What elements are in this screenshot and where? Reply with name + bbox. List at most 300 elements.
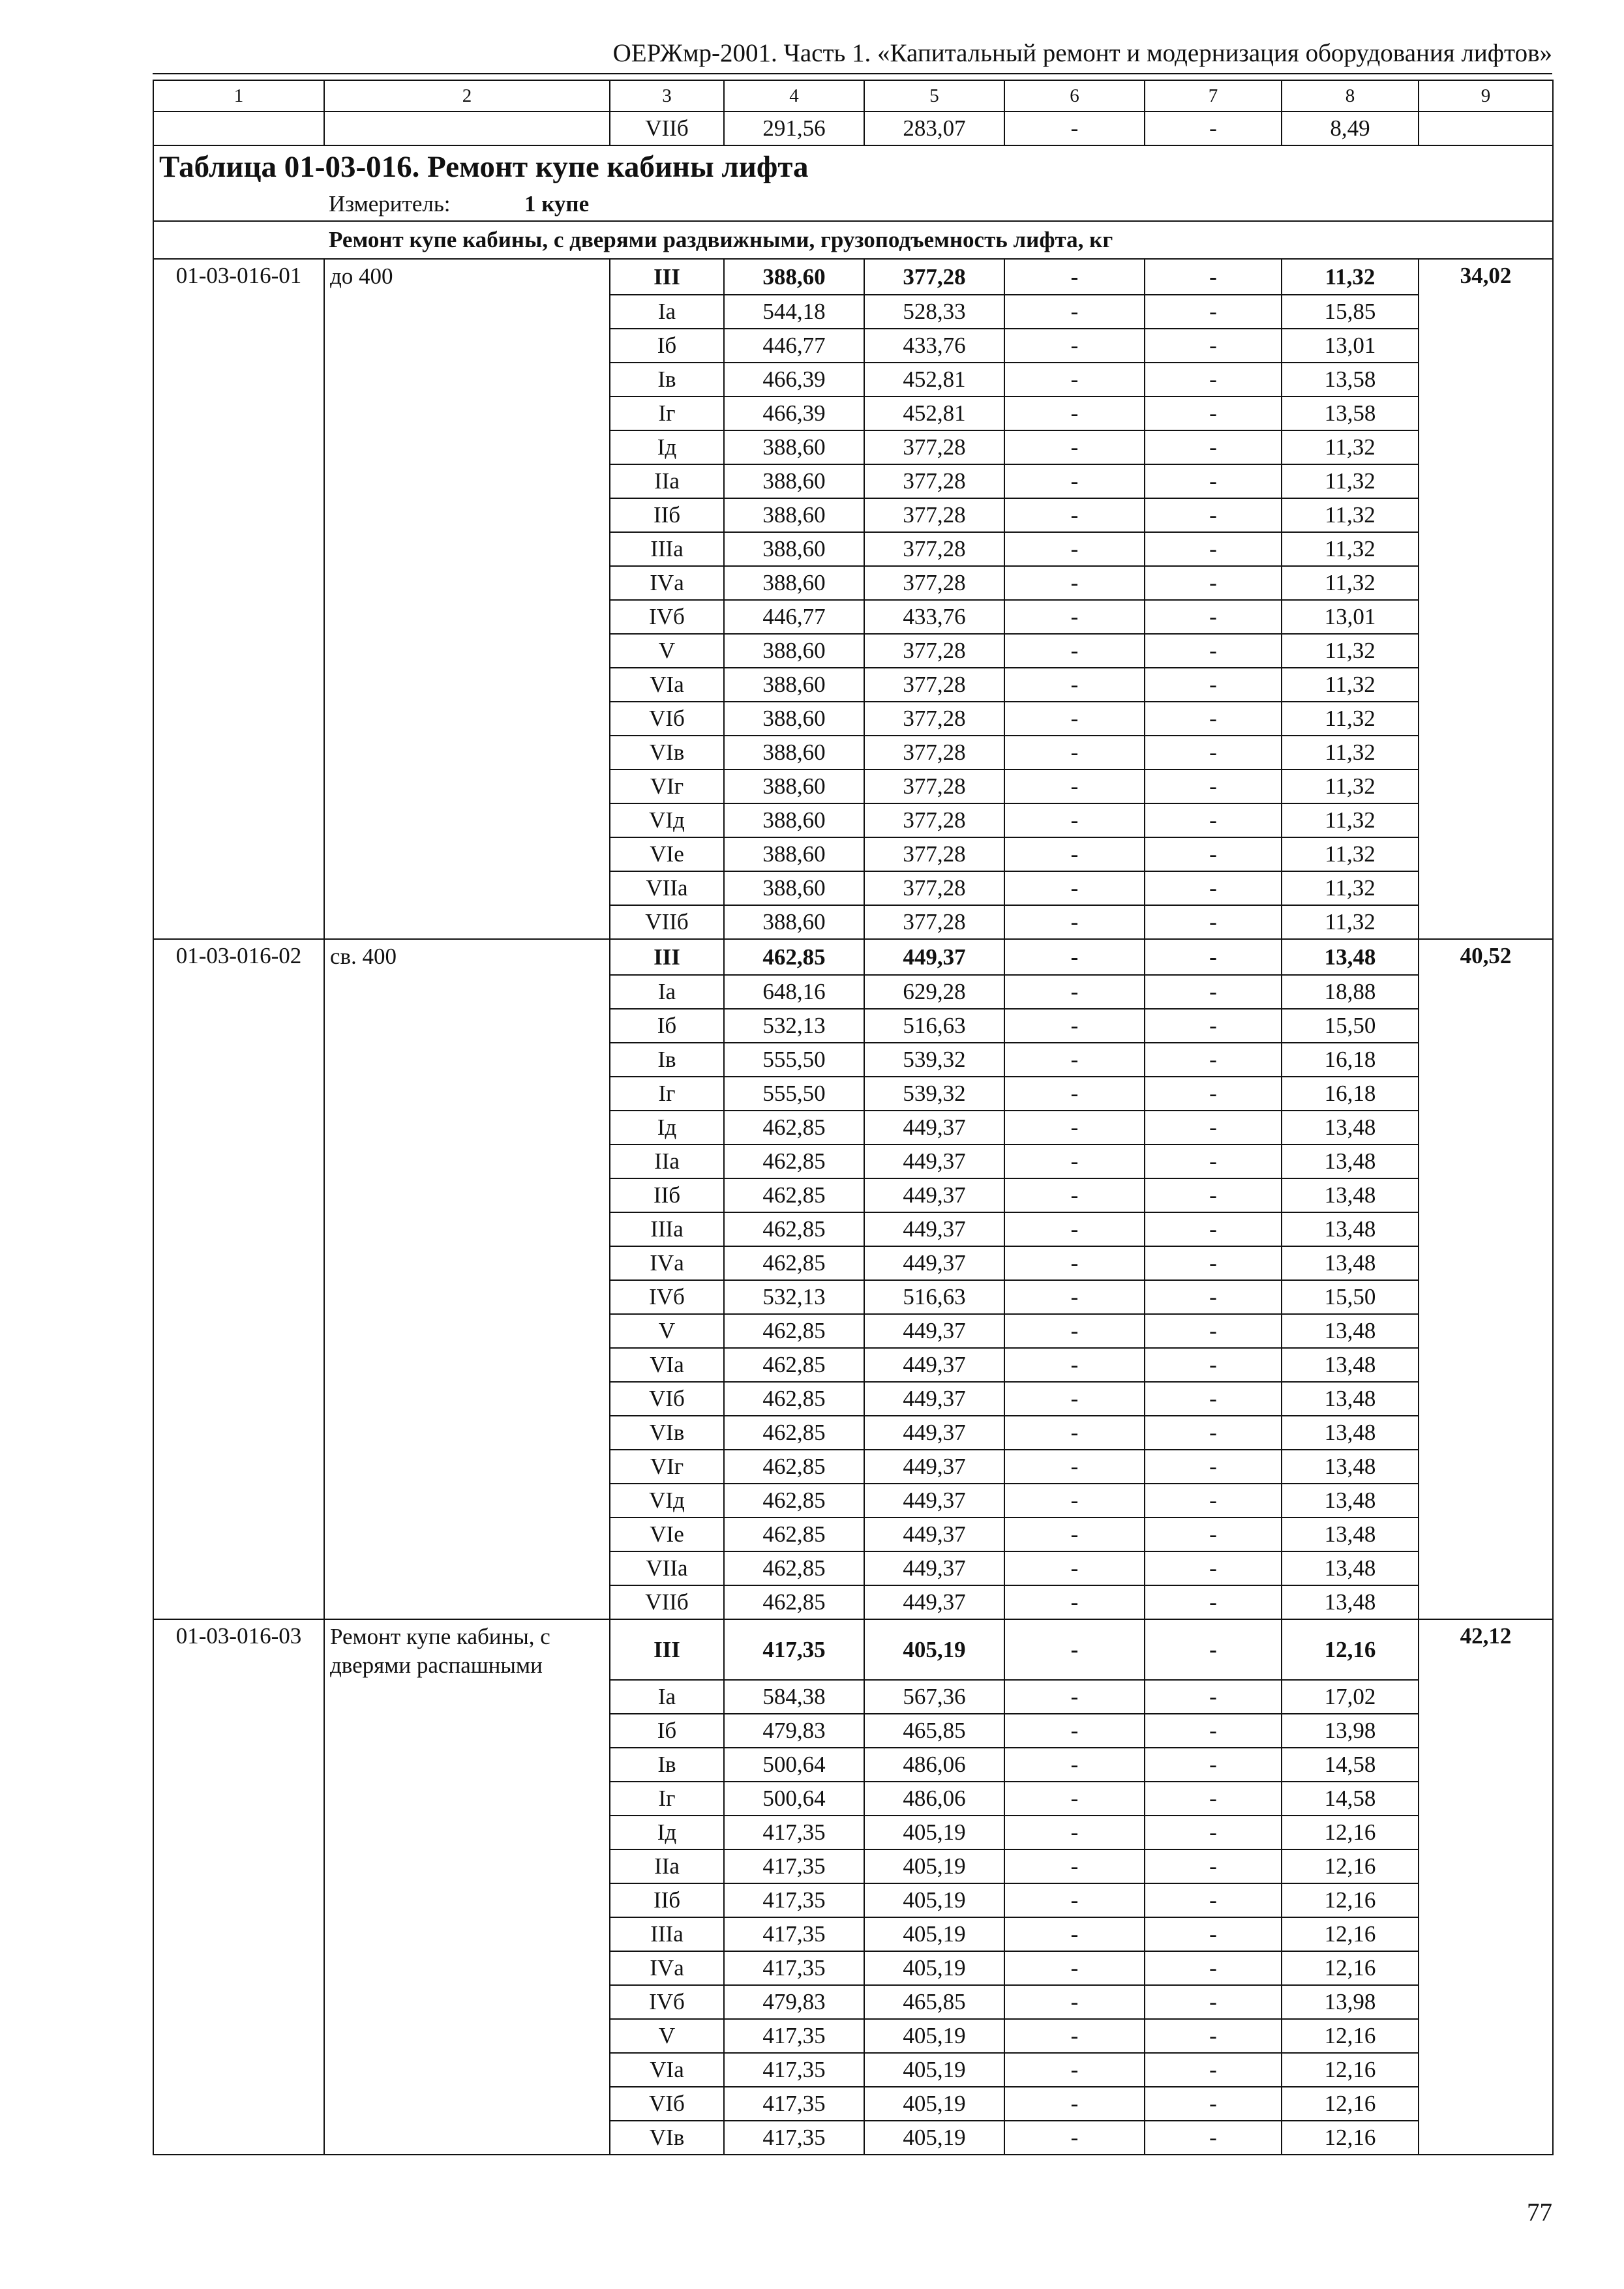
table-row xyxy=(153,1246,1553,1280)
table-cell: - xyxy=(1004,1849,1145,1883)
table-cell xyxy=(1419,1849,1553,1883)
table-cell xyxy=(324,1951,610,1985)
table-cell: 462,85 xyxy=(724,1348,864,1382)
table-cell: - xyxy=(1145,1314,1282,1348)
table-cell: - xyxy=(1004,2087,1145,2121)
table-cell: 18,88 xyxy=(1282,975,1419,1009)
table-cell xyxy=(1419,1314,1553,1348)
table-cell xyxy=(153,1748,324,1782)
table-cell xyxy=(324,1246,610,1280)
table-row xyxy=(153,2053,1553,2087)
table-cell: 532,13 xyxy=(724,1009,864,1043)
table-cell: 462,85 xyxy=(724,1450,864,1484)
table-cell xyxy=(153,2121,324,2155)
table-cell: - xyxy=(1145,532,1282,566)
table-cell xyxy=(1419,566,1553,600)
table-cell: 449,37 xyxy=(864,1348,1004,1382)
table-cell xyxy=(153,1178,324,1212)
table-title: Таблица 01-03-016. Ремонт купе кабины лифта xyxy=(153,145,1553,188)
table-cell: 449,37 xyxy=(864,1246,1004,1280)
table-cell xyxy=(153,1782,324,1816)
table-cell xyxy=(324,837,610,871)
table-cell: - xyxy=(1145,329,1282,363)
table-cell: 466,39 xyxy=(724,363,864,396)
table-cell: 13,48 xyxy=(1282,1416,1419,1450)
table-row xyxy=(153,532,1553,566)
column-number: 2 xyxy=(324,80,610,112)
table-cell: - xyxy=(1145,1348,1282,1382)
table-row xyxy=(153,1144,1553,1178)
region-code: Iг xyxy=(610,1782,724,1816)
column-number: 3 xyxy=(610,80,724,112)
table-cell: 446,77 xyxy=(724,329,864,363)
table-cell: VIIб xyxy=(610,112,724,145)
table-cell: 388,60 xyxy=(724,837,864,871)
table-cell: 486,06 xyxy=(864,1782,1004,1816)
table-cell: 11,32 xyxy=(1282,498,1419,532)
table-cell xyxy=(324,634,610,668)
table-cell xyxy=(1419,1212,1553,1246)
table-cell: - xyxy=(1004,363,1145,396)
region-code: Iв xyxy=(610,1043,724,1077)
table-row xyxy=(153,1111,1553,1144)
table-row xyxy=(153,905,1553,939)
region-code: IIа xyxy=(610,1144,724,1178)
table-cell: - xyxy=(1145,1212,1282,1246)
table-cell: 388,60 xyxy=(724,498,864,532)
table-cell: 283,07 xyxy=(864,112,1004,145)
table-cell: 500,64 xyxy=(724,1748,864,1782)
table-cell: - xyxy=(1145,1917,1282,1951)
table-row xyxy=(153,803,1553,837)
table-cell xyxy=(324,1416,610,1450)
region-code: V xyxy=(610,1314,724,1348)
table-cell xyxy=(1419,871,1553,905)
table-row xyxy=(153,975,1553,1009)
table-cell: 449,37 xyxy=(864,1585,1004,1619)
table-cell xyxy=(324,1450,610,1484)
table-subtitle: Ремонт купе кабины, с дверями раздвижными, грузоподъемность лифта, кг xyxy=(329,227,1113,252)
table-cell xyxy=(153,803,324,837)
region-code: IIIа xyxy=(610,1212,724,1246)
table-cell: - xyxy=(1145,905,1282,939)
table-row xyxy=(153,1585,1553,1619)
table-cell: - xyxy=(1145,1585,1282,1619)
table-cell: 13,48 xyxy=(1282,1246,1419,1280)
region-code: Iг xyxy=(610,1077,724,1111)
table-cell: - xyxy=(1004,566,1145,600)
table-cell xyxy=(153,1212,324,1246)
table-cell xyxy=(153,1009,324,1043)
table-cell: - xyxy=(1145,1985,1282,2019)
table-cell xyxy=(1419,1280,1553,1314)
region-code: VIа xyxy=(610,1348,724,1382)
table-cell: - xyxy=(1145,396,1282,430)
table-row xyxy=(153,668,1553,702)
table-cell: 377,28 xyxy=(864,532,1004,566)
table-cell xyxy=(153,1551,324,1585)
table-cell xyxy=(153,837,324,871)
table-cell: 405,19 xyxy=(864,2019,1004,2053)
column-number: 5 xyxy=(864,80,1004,112)
table-row xyxy=(153,259,1553,295)
table-cell xyxy=(324,363,610,396)
table-cell: - xyxy=(1145,464,1282,498)
table-cell: 462,85 xyxy=(724,939,864,975)
table-cell xyxy=(153,1111,324,1144)
table-cell xyxy=(324,1077,610,1111)
subtitle-row xyxy=(153,221,1553,259)
table-cell: - xyxy=(1145,1484,1282,1518)
table-cell: 449,37 xyxy=(864,1144,1004,1178)
table-cell: 377,28 xyxy=(864,871,1004,905)
table-cell: 452,81 xyxy=(864,363,1004,396)
table-cell xyxy=(1419,363,1553,396)
table-cell: 377,28 xyxy=(864,430,1004,464)
table-cell: - xyxy=(1004,1680,1145,1714)
table-cell: 405,19 xyxy=(864,1849,1004,1883)
table-cell: - xyxy=(1004,1314,1145,1348)
table-cell: - xyxy=(1004,1883,1145,1917)
table-cell: - xyxy=(1145,1849,1282,1883)
carry-over-row xyxy=(153,112,1553,145)
table-cell: - xyxy=(1145,1280,1282,1314)
table-cell xyxy=(324,1314,610,1348)
table-cell: 12,16 xyxy=(1282,1849,1419,1883)
table-row xyxy=(153,1382,1553,1416)
table-row xyxy=(153,1985,1553,2019)
table-cell xyxy=(324,1484,610,1518)
table-cell: 584,38 xyxy=(724,1680,864,1714)
table-cell: - xyxy=(1004,1816,1145,1849)
table-cell: 405,19 xyxy=(864,1816,1004,1849)
table-cell: 11,32 xyxy=(1282,837,1419,871)
table-cell xyxy=(153,975,324,1009)
table-cell: - xyxy=(1004,1782,1145,1816)
table-cell xyxy=(153,1951,324,1985)
table-cell: 462,85 xyxy=(724,1111,864,1144)
table-cell xyxy=(324,1178,610,1212)
table-cell xyxy=(153,600,324,634)
table-cell: - xyxy=(1145,1111,1282,1144)
measure-row xyxy=(153,188,1553,221)
region-code: IIа xyxy=(610,1849,724,1883)
table-cell xyxy=(1419,1883,1553,1917)
rate-col9: 42,12 xyxy=(1419,1619,1553,1680)
table-cell: 417,35 xyxy=(724,1849,864,1883)
table-cell: 479,83 xyxy=(724,1985,864,2019)
table-cell xyxy=(324,566,610,600)
table-cell: - xyxy=(1004,600,1145,634)
table-cell xyxy=(1419,1450,1553,1484)
table-cell: - xyxy=(1145,871,1282,905)
table-cell: 449,37 xyxy=(864,1314,1004,1348)
table-cell xyxy=(1419,1043,1553,1077)
table-cell: - xyxy=(1145,2121,1282,2155)
table-cell: - xyxy=(1004,905,1145,939)
table-cell xyxy=(324,1680,610,1714)
region-code: IVб xyxy=(610,1985,724,2019)
table-cell xyxy=(153,1518,324,1551)
table-cell xyxy=(1419,329,1553,363)
table-cell xyxy=(153,1484,324,1518)
table-cell: - xyxy=(1145,668,1282,702)
table-cell xyxy=(153,329,324,363)
table-cell xyxy=(1419,396,1553,430)
table-cell: - xyxy=(1145,2019,1282,2053)
table-cell: - xyxy=(1145,1518,1282,1551)
table-cell xyxy=(1419,1348,1553,1382)
region-code: IIб xyxy=(610,1883,724,1917)
table-cell: 13,48 xyxy=(1282,1212,1419,1246)
table-cell: 11,32 xyxy=(1282,634,1419,668)
region-code: Iб xyxy=(610,329,724,363)
rate-name: св. 400 xyxy=(324,939,610,975)
region-code: V xyxy=(610,634,724,668)
table-cell: - xyxy=(1004,1178,1145,1212)
table-cell: - xyxy=(1004,803,1145,837)
table-cell: 11,32 xyxy=(1282,702,1419,736)
table-cell: - xyxy=(1145,295,1282,329)
table-cell: 417,35 xyxy=(724,1917,864,1951)
table-cell: - xyxy=(1145,1416,1282,1450)
table-row xyxy=(153,2019,1553,2053)
table-cell: 388,60 xyxy=(724,566,864,600)
table-cell: 11,32 xyxy=(1282,566,1419,600)
table-cell: 417,35 xyxy=(724,2019,864,2053)
table-cell xyxy=(153,2019,324,2053)
table-cell: - xyxy=(1004,1484,1145,1518)
table-cell: 12,16 xyxy=(1282,2019,1419,2053)
table-row xyxy=(153,871,1553,905)
table-cell: 544,18 xyxy=(724,295,864,329)
column-number-row xyxy=(153,80,1553,112)
region-code: VIа xyxy=(610,2053,724,2087)
table-cell xyxy=(324,329,610,363)
table-cell: 11,32 xyxy=(1282,464,1419,498)
table-cell: - xyxy=(1004,1416,1145,1450)
region-code: VIд xyxy=(610,1484,724,1518)
table-cell: 567,36 xyxy=(864,1680,1004,1714)
table-cell: 13,48 xyxy=(1282,1348,1419,1382)
table-cell: 466,39 xyxy=(724,396,864,430)
table-cell xyxy=(324,1748,610,1782)
table-cell: 629,28 xyxy=(864,975,1004,1009)
table-cell xyxy=(324,2087,610,2121)
table-cell: - xyxy=(1004,1212,1145,1246)
table-row xyxy=(153,1348,1553,1382)
table-cell: - xyxy=(1004,1551,1145,1585)
region-code: VIв xyxy=(610,1416,724,1450)
table-row xyxy=(153,2087,1553,2121)
table-cell: 13,58 xyxy=(1282,396,1419,430)
table-cell: 446,77 xyxy=(724,600,864,634)
table-row xyxy=(153,1450,1553,1484)
table-cell xyxy=(153,905,324,939)
table-cell xyxy=(1419,430,1553,464)
table-cell: - xyxy=(1145,736,1282,770)
table-cell xyxy=(324,430,610,464)
header-rule xyxy=(153,73,1552,74)
table-row xyxy=(153,1782,1553,1816)
table-cell: - xyxy=(1004,1077,1145,1111)
table-cell: 13,48 xyxy=(1282,939,1419,975)
table-cell: 13,58 xyxy=(1282,363,1419,396)
table-cell: 405,19 xyxy=(864,2121,1004,2155)
table-cell: 417,35 xyxy=(724,1816,864,1849)
table-cell: 13,01 xyxy=(1282,600,1419,634)
subtitle-cell xyxy=(153,221,1553,259)
table-cell: 388,60 xyxy=(724,430,864,464)
table-cell: 462,85 xyxy=(724,1144,864,1178)
table-cell xyxy=(324,668,610,702)
table-cell: - xyxy=(1004,1450,1145,1484)
region-code: VIб xyxy=(610,2087,724,2121)
table-cell: 539,32 xyxy=(864,1077,1004,1111)
table-cell xyxy=(1419,295,1553,329)
table-cell: 13,48 xyxy=(1282,1484,1419,1518)
table-cell xyxy=(324,396,610,430)
table-cell xyxy=(324,1212,610,1246)
region-code: V xyxy=(610,2019,724,2053)
table-cell xyxy=(153,736,324,770)
table-cell xyxy=(1419,2121,1553,2155)
table-cell xyxy=(324,975,610,1009)
table-row xyxy=(153,396,1553,430)
table-cell: - xyxy=(1145,1178,1282,1212)
table-cell: 14,58 xyxy=(1282,1782,1419,1816)
table-cell xyxy=(1419,1382,1553,1416)
table-cell: 449,37 xyxy=(864,1551,1004,1585)
table-cell: 465,85 xyxy=(864,1714,1004,1748)
table-row xyxy=(153,1816,1553,1849)
table-row xyxy=(153,1714,1553,1748)
region-code: IVа xyxy=(610,566,724,600)
table-cell: 462,85 xyxy=(724,1314,864,1348)
table-cell xyxy=(324,1043,610,1077)
table-cell: - xyxy=(1004,396,1145,430)
table-cell xyxy=(153,1883,324,1917)
table-cell xyxy=(1419,1714,1553,1748)
table-cell: - xyxy=(1004,1144,1145,1178)
table-cell xyxy=(1419,905,1553,939)
table-cell xyxy=(324,2019,610,2053)
table-cell: 528,33 xyxy=(864,295,1004,329)
table-cell: 388,60 xyxy=(724,532,864,566)
table-row xyxy=(153,1619,1553,1680)
table-cell xyxy=(324,1714,610,1748)
table-cell: - xyxy=(1004,1111,1145,1144)
table-cell xyxy=(153,1043,324,1077)
table-cell xyxy=(153,112,324,145)
table-cell: - xyxy=(1145,1951,1282,1985)
region-code: VIа xyxy=(610,668,724,702)
table-cell: 405,19 xyxy=(864,2053,1004,2087)
table-cell xyxy=(153,1416,324,1450)
table-cell: 555,50 xyxy=(724,1043,864,1077)
table-row xyxy=(153,1551,1553,1585)
table-cell: 13,98 xyxy=(1282,1714,1419,1748)
table-cell: - xyxy=(1145,1748,1282,1782)
table-cell: 12,16 xyxy=(1282,1883,1419,1917)
table-cell xyxy=(153,430,324,464)
table-cell: 417,35 xyxy=(724,1619,864,1680)
region-code: Iд xyxy=(610,1816,724,1849)
table-cell: - xyxy=(1004,668,1145,702)
table-cell: - xyxy=(1004,1382,1145,1416)
table-cell xyxy=(153,363,324,396)
table-cell xyxy=(324,295,610,329)
table-cell: - xyxy=(1145,1144,1282,1178)
table-cell: 405,19 xyxy=(864,1951,1004,1985)
region-code: Iб xyxy=(610,1714,724,1748)
region-code: Iг xyxy=(610,396,724,430)
table-cell: 462,85 xyxy=(724,1382,864,1416)
table-cell xyxy=(153,566,324,600)
table-cell: 417,35 xyxy=(724,2087,864,2121)
table-cell: 465,85 xyxy=(864,1985,1004,2019)
rate-code: 01-03-016-02 xyxy=(153,939,324,975)
region-code: VIIб xyxy=(610,1585,724,1619)
table-cell: 11,32 xyxy=(1282,770,1419,803)
table-cell: 11,32 xyxy=(1282,668,1419,702)
table-cell: - xyxy=(1145,566,1282,600)
table-cell: - xyxy=(1004,1009,1145,1043)
table-row xyxy=(153,837,1553,871)
table-cell: - xyxy=(1004,532,1145,566)
table-cell: 516,63 xyxy=(864,1280,1004,1314)
table-cell xyxy=(1419,498,1553,532)
table-cell: 12,16 xyxy=(1282,1951,1419,1985)
table-cell: 13,48 xyxy=(1282,1314,1419,1348)
table-row xyxy=(153,1849,1553,1883)
region-code: IIб xyxy=(610,1178,724,1212)
table-cell: 405,19 xyxy=(864,2087,1004,2121)
table-cell: - xyxy=(1145,1009,1282,1043)
region-code: Iд xyxy=(610,430,724,464)
table-cell: 13,48 xyxy=(1282,1450,1419,1484)
table-cell: - xyxy=(1004,2019,1145,2053)
table-cell: 377,28 xyxy=(864,803,1004,837)
table-cell xyxy=(153,295,324,329)
table-cell xyxy=(1419,2053,1553,2087)
table-cell: 11,32 xyxy=(1282,430,1419,464)
table-cell xyxy=(1419,600,1553,634)
table-cell xyxy=(1419,837,1553,871)
table-cell xyxy=(153,532,324,566)
table-cell: - xyxy=(1145,634,1282,668)
region-code: IIIа xyxy=(610,532,724,566)
region-code: VIIб xyxy=(610,905,724,939)
table-cell: - xyxy=(1004,634,1145,668)
table-cell: 377,28 xyxy=(864,668,1004,702)
table-row xyxy=(153,498,1553,532)
table-row xyxy=(153,634,1553,668)
table-cell xyxy=(153,871,324,905)
table-cell xyxy=(153,1450,324,1484)
table-cell: - xyxy=(1004,1951,1145,1985)
table-cell: 462,85 xyxy=(724,1518,864,1551)
table-cell xyxy=(153,770,324,803)
table-cell xyxy=(1419,1518,1553,1551)
table-cell xyxy=(153,634,324,668)
table-cell: 15,50 xyxy=(1282,1009,1419,1043)
table-cell: - xyxy=(1145,1883,1282,1917)
table-cell xyxy=(153,1585,324,1619)
table-cell: - xyxy=(1145,1782,1282,1816)
table-cell: 15,85 xyxy=(1282,295,1419,329)
table-cell: 11,32 xyxy=(1282,871,1419,905)
